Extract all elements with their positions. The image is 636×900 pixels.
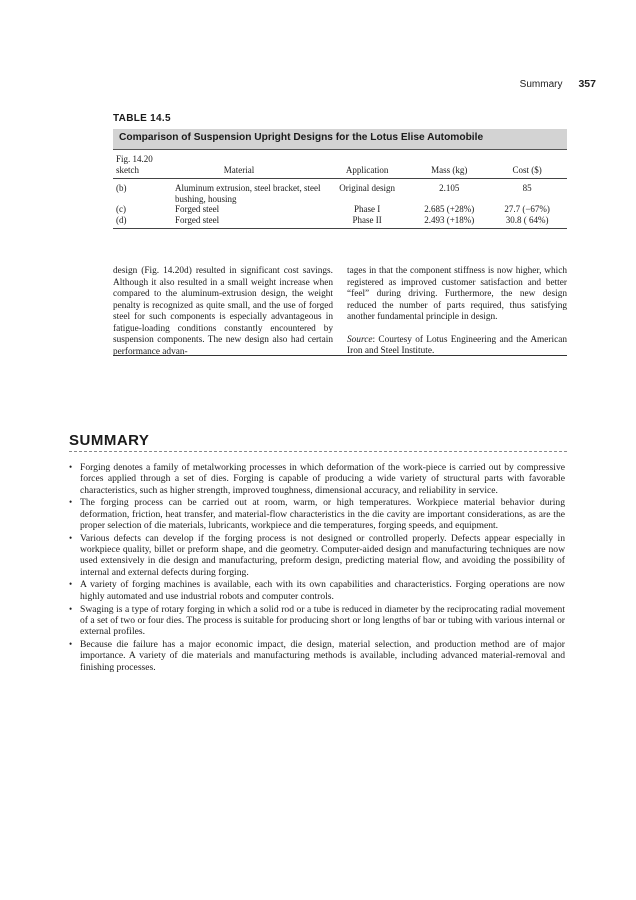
- list-item: [69, 533, 565, 578]
- list-item: [69, 639, 565, 673]
- col-header-sketch: sketch: [113, 165, 175, 179]
- cell-material: Forged steel: [175, 215, 323, 229]
- running-header: [520, 78, 596, 90]
- section-name: Summary: [519, 79, 563, 90]
- bullet-icon: •: [69, 532, 73, 543]
- list-item: [69, 462, 565, 496]
- summary-list: [69, 462, 565, 674]
- col-header-cost: Cost ($): [487, 165, 567, 179]
- source-label: Source: [347, 334, 373, 345]
- table-14-5: [113, 113, 567, 229]
- col-header-mass: Mass (kg): [411, 165, 487, 179]
- page-number: 357: [578, 78, 596, 90]
- table-title: Comparison of Suspension Upright Designs for the Lotus Elise Automobile: [113, 129, 567, 150]
- cell-application: Phase I: [354, 204, 381, 214]
- cell-sketch: (c): [116, 204, 126, 214]
- list-item-text: A variety of forging machines is available, each with its own capabilities and characteristics. Forging operations are now highly automated and use industrial robots and computer controls.: [80, 579, 565, 602]
- text-column-left: [113, 266, 333, 358]
- cell-application: Original design: [339, 183, 395, 193]
- divider: [113, 355, 567, 356]
- paragraph: tages in that the component stiffness is now higher, which registered as improved customer satisfaction and better “feel” during driving. Furthermore, the new design reduced the number of parts required, thus satisfying another fundamental principle in design.: [347, 266, 567, 322]
- cell-mass: 2.685 (+28%): [424, 204, 475, 214]
- bullet-icon: •: [69, 579, 73, 590]
- bullet-icon: •: [69, 603, 73, 614]
- list-item-text: Various defects can develop if the forging process is not designed or controlled properly. Defects appear especially in workpiece quality, billet or preform shape, and die geometry. Computer-aided design and manufacturing techniques are now used extensively in die design and manufacturing, preform design, predicting material flow, and avoiding the possibility of internal and external defects during forging.: [80, 532, 565, 578]
- table-label: TABLE 14.5: [113, 113, 171, 124]
- cell-sketch: (d): [113, 215, 175, 229]
- table-row: [113, 179, 567, 205]
- paragraph: design (Fig. 14.20d) resulted in significant cost savings. Although it also resulted in a small weight increase when compared to the aluminum-extrusion design, the weight penalty is recognized as quite small, and the use of forged steel for such components is especially advantageous in fatigue-loading conditions constantly encountered by suspension components. The new design also had certain performance advan-: [113, 266, 333, 357]
- list-item-text: The forging process can be carried out at room, warm, or high temperatures. Workpiece material behavior during deformation, friction, heat transfer, and material-flow characteristics in the die cavity are important considerations, as are the proper selection of die materials, lubricants, workpiece and die temperatures, forging speeds, and equipment.: [80, 497, 565, 531]
- table-row: [113, 204, 567, 215]
- list-item: [69, 579, 565, 602]
- comparison-table: [113, 150, 567, 229]
- cell-mass: 2.493 (+18%): [411, 215, 487, 229]
- list-item-text: Swaging is a type of rotary forging in which a solid rod or a tube is reduced in diameter by the reciprocating radial movement of a set of two or four dies. The process is suitable for producing short or long lengths of bar or tubing with various internal or external profiles.: [80, 603, 565, 638]
- section-heading: SUMMARY: [69, 432, 567, 452]
- source-text: : Courtesy of Lotus Engineering and the American Iron and Steel Institute.: [347, 334, 567, 356]
- cell-sketch: (b): [116, 183, 127, 193]
- cell-material: Aluminum extrusion, steel bracket, steel bushing, housing: [175, 183, 321, 204]
- case-study-text: [113, 266, 567, 358]
- col-header-fig: Fig. 14.20: [116, 154, 153, 164]
- list-item: [69, 604, 565, 638]
- table-row: [113, 215, 567, 229]
- cell-mass: 2.105: [439, 183, 460, 193]
- list-item: [69, 497, 565, 531]
- cell-cost: 85: [522, 183, 532, 193]
- list-item-text: Forging denotes a family of metalworking processes in which deformation of the work-piece is carried out by compressive forces applied through a set of dies. Forging is capable of producing a wide variety of structural parts with favorable characteristics, such as higher strength, improved toughness, dimensional accuracy, and reliability in service.: [80, 462, 565, 496]
- cell-cost: 27.7 (−67%): [504, 204, 550, 214]
- bullet-icon: •: [69, 462, 73, 472]
- cell-cost: 30.8 ( 64%): [487, 215, 567, 229]
- list-item-text: Because die failure has a major economic impact, die design, material selection, and production method are of major importance. A variety of die materials and manufacturing methods is available, including advanced material-removal and finishing processes.: [80, 638, 565, 673]
- text-column-right: [347, 266, 567, 358]
- bullet-icon: •: [69, 638, 73, 649]
- bullet-icon: •: [69, 497, 73, 508]
- col-header-application: Application: [323, 165, 411, 179]
- cell-material: Forged steel: [175, 204, 220, 214]
- cell-application: Phase II: [323, 215, 411, 229]
- col-header-material: Material: [175, 165, 323, 179]
